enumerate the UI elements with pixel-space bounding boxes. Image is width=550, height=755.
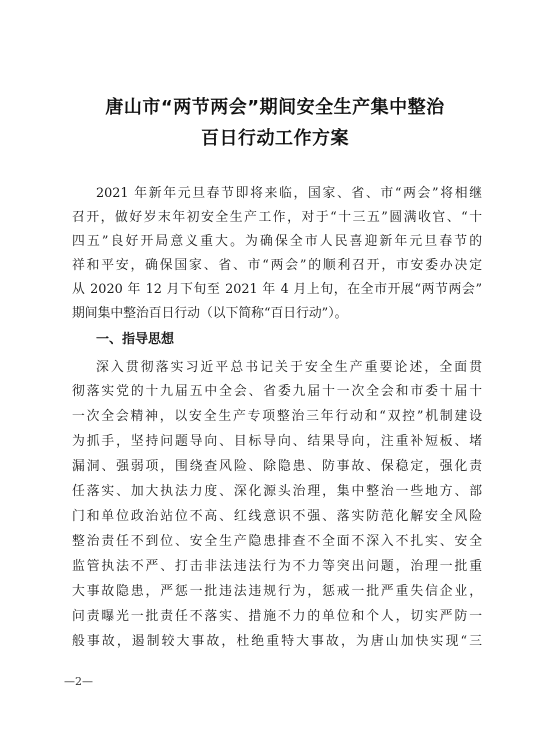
- intro-paragraph-line: 期间集中整治百日行动（以下简称“百日行动”）。: [72, 306, 348, 321]
- section-paragraph-line: 一次全会精神，以安全生产专项整治三年行动和“双控”机制建设: [72, 409, 482, 424]
- intro-paragraph-line: 2021 年新年元旦春节即将来临，国家、省、市“两会”将相继: [96, 186, 482, 201]
- section-paragraph-line: 深入贯彻落实习近平总书记关于安全生产重要论述，全面贯: [96, 360, 482, 375]
- page-number: —2—: [64, 675, 93, 688]
- section-paragraph-line: 监管执法不严、打击非法违法行为不力等突出问题，治理一批重: [72, 559, 482, 574]
- section-paragraph-line: 门和单位政治站位不高、红线意识不强、落实防范化解安全风险: [72, 509, 482, 524]
- intro-paragraph-line: 从 2020 年 12 月下旬至 2021 年 4 月上旬，在全市开展“两节两会”: [72, 282, 482, 297]
- intro-paragraph-line: 四五”良好开局意义重大。为确保全市人民喜迎新年元旦春节的: [72, 234, 482, 249]
- section-paragraph-line: 整治责任不到位、安全生产隐患排查不全面不深入不扎实、安全: [72, 534, 482, 549]
- intro-paragraph-line: 召开，做好岁末年初安全生产工作，对于“十三五”圆满收官、“十: [72, 210, 482, 225]
- section-paragraph-line: 彻落实党的十九届五中全会、省委九届十一次全会和市委十届十: [72, 384, 482, 399]
- intro-paragraph-line: 祥和平安，确保国家、省、市“两会”的顺利召开，市安委办决定: [72, 258, 482, 273]
- section-paragraph-line: 漏洞、强弱项，围绕查风险、除隐患、防事故、保稳定，强化责: [72, 459, 482, 474]
- document-title-line-2: 百日行动工作方案: [201, 128, 349, 149]
- section-paragraph-line: 大事故隐患，严惩一批违法违规行为，惩戒一批严重失信企业，: [72, 584, 482, 599]
- section-paragraph-line: 般事故，遏制较大事故，杜绝重特大事故，为唐山加快实现“三: [72, 634, 482, 649]
- section-paragraph-line: 问责曝光一批责任不落实、措施不力的单位和个人，切实严防一: [72, 609, 482, 624]
- section-paragraph-line: 为抓手，坚持问题导向、目标导向、结果导向，注重补短板、堵: [72, 434, 482, 449]
- section-paragraph-line: 任落实、加大执法力度、深化源头治理，集中整治一些地方、部: [72, 484, 482, 499]
- section-heading-guiding-thought: 一、指导思想: [96, 332, 175, 347]
- document-title-line-1: 唐山市“两节两会”期间安全生产集中整治: [105, 97, 445, 118]
